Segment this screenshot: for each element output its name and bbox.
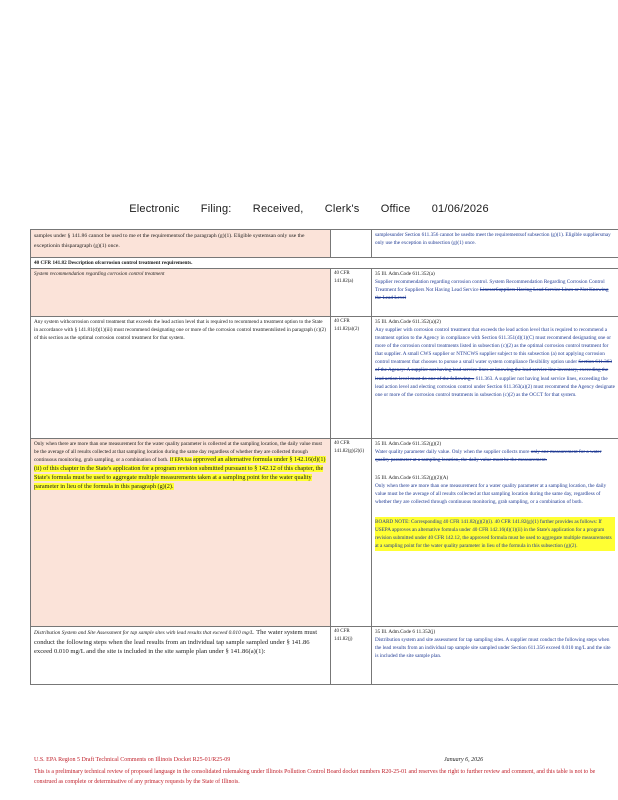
state-citation: 35 Ill. Adm.Code 6 11.352(j) — [375, 629, 436, 636]
state-struck-text: Section 611.363 of the Agency: A supplier not having lead service lines or knowing the lead service line inventory, exceeding the lead action level must do one of the following... — [375, 359, 612, 382]
federal-highlight-text: approved an alternative formula under § 142.16(d)(1)(ii) of this chapter in the State's application for a program revision submitted pursuant to § 142.12 of this chapter, the State's formula must be used to aggregate multiple measurements taken at a sampling point for the water quality parameter in lieu of the formula in this paragraph (g)(2). — [34, 456, 326, 491]
state-citation: 35 Ill. Adm.Code 611.352(g)(2)(A) — [375, 475, 449, 482]
citation-cell — [331, 439, 372, 627]
table-row — [31, 317, 618, 439]
state-text: samplesunder Section 611.356 cannot be usedto meet the requirementsof subsection (g)(1). Eligible suppliersmay only use the exception in subsection (g)(1) once. — [375, 232, 611, 247]
table-row — [31, 439, 618, 627]
footer-title: U.S. EPA Region 5 Draft Technical Comments on Illinois Docket R25-01/R25-09 — [34, 757, 231, 763]
citation-cell — [331, 269, 372, 317]
stamp-date: 01/06/2026 — [431, 203, 489, 215]
citation: 40 CFR 141.82(j) — [334, 629, 353, 642]
state-text: Distribution system and site assessment for tap sampling sites. A supplier must conduct the following steps when the lead results from an individual tap sample site sampled under Section 611.356 exceed 0.010 mg/L and the site is included the site sample plan. — [375, 637, 611, 660]
footer-date: January 6, 2026 — [444, 757, 484, 763]
state-struck-text: only one measurement for a water quality parameter at a sampling location, the daily value must be the measurement. — [375, 449, 602, 464]
citation: 40 CFR 141.82(a) — [334, 271, 354, 284]
citation: 40 CFR 141.82(a)(2) — [334, 319, 360, 332]
stamp-electronic: Electronic — [129, 203, 180, 215]
federal-text-cell — [31, 230, 331, 258]
section-heading: 40 CFR 141.82 Description ofcorrosion control treatment requirements. — [31, 258, 618, 269]
state-text-cell — [372, 317, 618, 439]
table-row — [31, 627, 618, 685]
citation-cell — [331, 627, 372, 685]
state-text: Supplier recommendation regarding corrosion control. System Recommendation Regarding Corrosion Control Treatment for Suppliers Not Having Lead Service — [375, 279, 605, 294]
state-citation: 35 Ill. Adm.Code 611.352(a)(2) — [375, 319, 441, 326]
federal-text: The water system must conduct the following steps when the lead results from an individual tap sample sampled under § 141.86 exceed 0.010 mg/L and the site is included in the site sample plan under § 141.86(a)(1): — [34, 629, 318, 656]
citation: 40 CFR 141.82(g)(2)(i) — [334, 441, 365, 454]
state-text: Water quality parameter daily value. Only when the supplier collects more — [375, 449, 530, 456]
stamp-office: Office — [380, 203, 411, 215]
state-text: Only when there are more than one measurement for a water quality parameter at a sampling location, the daily value must be the average of all results collected at that sampling location during the same day, regardless of whether they are collected through continuous monitoring, grab sampling, or a combination of both. — [375, 483, 607, 506]
federal-text: Only when there are more than one measurement for the water quality parameter is collected at the sampling location, the daily value must be the average of all results collected at that sampling location during the same day regardless of whether they are collected through continuous monitoring, grab sampling, or a combination of both. — [34, 441, 322, 464]
electronic-filing-stamp — [0, 203, 618, 215]
stamp-clerks: Clerk's — [324, 203, 360, 215]
federal-text-cell — [31, 317, 331, 439]
state-struck-text: LinesorSuppliers Having Lead Service Lines or Not Knowing the Lead Level — [375, 287, 609, 302]
table-row — [31, 230, 618, 258]
state-text-cell — [372, 230, 618, 258]
citation-cell — [331, 230, 372, 258]
state-text-cell — [372, 627, 618, 685]
stamp-received: Received, — [252, 203, 304, 215]
federal-text-cell — [31, 439, 331, 627]
federal-text: Any system withcorrosion control treatment that exceeds the lead action level that is required to recommend a treatment option to the State in accordance with § 141.81(d)(1)(iii) must recommend designating one or more of the corrosion control treatmentslisted in paragraph (c)(2) of this section as the optimal corrosion control treatment for that system. — [34, 319, 326, 342]
federal-text: System recommendation regarding corrosion control treatment — [34, 271, 165, 278]
state-citation: 35 Ill. Adm.Code 611.352(a) — [375, 271, 435, 278]
state-inserted-text: 611.363. A supplier not having lead service lines, exceeding the lead action level and electing corrosion control under Section 611.363(a)(2) must recommend the Agency designate one or more of the corrosion control treatments in subsection (c)(2) as the OCCT for that system. — [375, 375, 615, 398]
state-citation: 35 Ill. Adm.Code 611.352(g)(2) — [375, 441, 442, 448]
federal-text-cell — [31, 269, 331, 317]
state-text: Any supplier with corrosion control treatment that exceeds the lead action level that is required to recommend a treatment option to the Agency in compliance with Section 611.351(d)(1)(C) must recommend designating one or more of the corrosion control treatments listed in subsection (c)(2) as the optimal corrosion control treatment for that supplier. A small CWS supplier or NTNCWS supplier subject to this subsection (a) not applying corrosion control treatment that chooses to pursue a small water system compliance flexibility option under — [375, 327, 611, 366]
table-row — [31, 269, 618, 317]
board-note: BOARD NOTE: Corresponding 40 CFR 141.82(g)(2)(i). 40 CFR 141.82(g)(1) further provides as follows: If USEPA approves an alternative formula under 40 CFR 142.16(d)(1)(ii) in the State's application for a program revision submitted under 40 CFR 142.12, the approved formula must be used to aggregate multiple measurements at a sampling point for the water quality parameter in lieu of the formula in this subsection (g)(2). — [375, 517, 615, 551]
citation-cell — [331, 317, 372, 439]
footer-header — [34, 757, 618, 763]
comparison-table — [30, 229, 618, 685]
stamp-filing: Filing: — [200, 203, 232, 215]
federal-text-cell — [31, 627, 331, 685]
federal-italic-text: Distribution System and Site Assessment for tap sample sites with lead results that exceed 0.010 mg/L. — [34, 630, 255, 637]
state-text-cell — [372, 269, 618, 317]
footer-disclaimer: This is a preliminary technical review of proposed language in the consolidated rulemaking under Illinois Pollution Control Board docket numbers R20-25-01 and reserves the right to further review and comment, and this table is not to be construed as complete or determinative of any primacy requests by the State of Illinois. — [34, 769, 596, 785]
federal-text: samples under § 141.86 cannot be used to me et the requirementsof the paragraph (g)(1). Eligible systemsan only use the exceptionin thisparagraph (g)(1) once. — [34, 233, 305, 249]
section-heading-row — [31, 258, 618, 269]
state-text-cell — [372, 439, 618, 627]
federal-highlight-text: If EPA has — [169, 457, 192, 464]
